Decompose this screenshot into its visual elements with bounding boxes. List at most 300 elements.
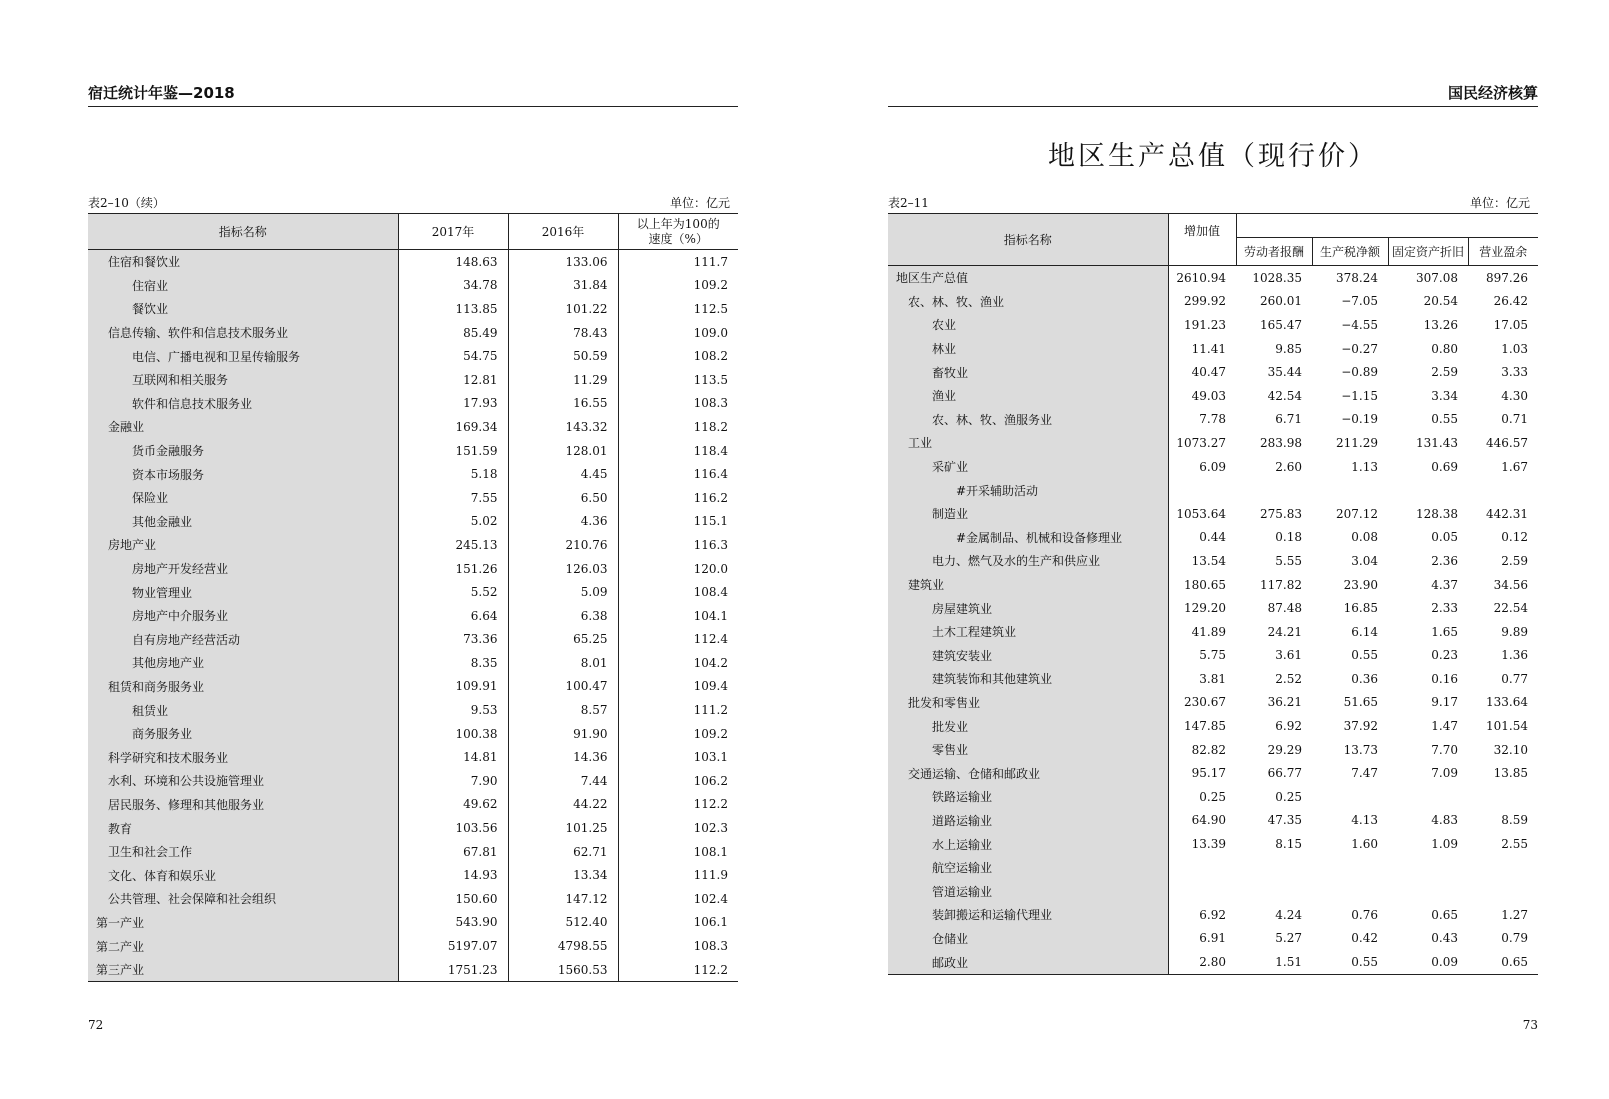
- value-cell: 100.38: [398, 722, 508, 746]
- value-cell: 6.92: [1275, 719, 1302, 734]
- table-row: [88, 628, 738, 652]
- value-cell: 5.18: [398, 462, 508, 486]
- value-cell: 113.5: [693, 372, 728, 387]
- value-cell: 109.0: [693, 325, 728, 340]
- row-label: 建筑装饰和其他建筑业: [932, 672, 1053, 687]
- page-header: [88, 84, 738, 107]
- value-cell: [1312, 856, 1388, 880]
- chapter-title: 国民经济核算: [1447, 84, 1538, 102]
- value-cell: 116.3: [693, 537, 728, 552]
- row-label: 林业: [932, 342, 957, 357]
- table-row: [88, 392, 738, 416]
- row-label-cell: [888, 785, 1168, 809]
- row-label-cell: [88, 816, 398, 840]
- value-cell: 42.54: [1267, 388, 1302, 403]
- value-cell: [1468, 478, 1538, 502]
- value-cell: [1388, 856, 1468, 880]
- value-cell: 109.2: [693, 726, 728, 741]
- value-cell: 82.82: [1191, 742, 1226, 757]
- row-label: 仓储业: [932, 931, 969, 946]
- value-cell: 91.90: [508, 722, 618, 746]
- value-cell: 13.73: [1343, 742, 1378, 757]
- value-cell: 108.4: [693, 585, 728, 600]
- value-cell: 5.55: [1275, 553, 1302, 568]
- table-meta: [888, 194, 1538, 210]
- table-title: 地区生产总值（现行价）: [1048, 141, 1378, 172]
- row-label-cell: [88, 368, 398, 392]
- value-cell: 0.77: [1501, 671, 1528, 686]
- row-label-cell: [888, 455, 1168, 479]
- row-label: 地区生产总值: [896, 271, 969, 286]
- value-cell: 230.67: [1184, 695, 1226, 710]
- value-cell: 378.24: [1336, 270, 1378, 285]
- unit-label: 单位：亿元: [1469, 196, 1530, 210]
- table-row: [888, 478, 1538, 502]
- value-cell: 4.36: [508, 510, 618, 534]
- value-cell: 13.85: [1493, 766, 1528, 781]
- value-cell: 543.90: [398, 911, 508, 935]
- row-label: 批发业: [932, 719, 969, 734]
- value-cell: 210.76: [508, 533, 618, 557]
- row-label: 自有房地产经营活动: [132, 632, 241, 647]
- row-label: 制造业: [932, 507, 969, 522]
- table-row: [88, 604, 738, 628]
- row-label: 工业: [908, 436, 933, 451]
- value-cell: 148.63: [398, 250, 508, 274]
- table-row: [88, 462, 738, 486]
- table-row: [88, 958, 738, 982]
- table-row: [88, 557, 738, 581]
- value-cell: 307.08: [1416, 270, 1458, 285]
- value-cell: 2.36: [1431, 553, 1458, 568]
- table-row: [888, 455, 1538, 479]
- value-cell: [1468, 856, 1538, 880]
- value-cell: 11.29: [508, 368, 618, 392]
- table-row: [888, 596, 1538, 620]
- value-cell: 2.55: [1501, 837, 1528, 852]
- value-cell: 109.4: [693, 679, 728, 694]
- row-label: 管道运输业: [932, 884, 993, 899]
- value-cell: 7.44: [508, 769, 618, 793]
- value-cell: 2610.94: [1176, 270, 1226, 285]
- table-row: [88, 698, 738, 722]
- value-cell: 245.13: [398, 533, 508, 557]
- value-cell: 47.35: [1267, 813, 1302, 828]
- table-row: [88, 745, 738, 769]
- table-row: [888, 573, 1538, 597]
- value-cell: 85.49: [398, 321, 508, 345]
- row-label-cell: [888, 738, 1168, 762]
- column-group-header: [1236, 214, 1538, 238]
- row-label: 物业管理业: [132, 585, 193, 600]
- value-cell: 0.55: [1351, 648, 1378, 663]
- value-cell: 129.20: [1184, 601, 1226, 616]
- row-label: 货币金融服务: [132, 444, 205, 459]
- row-label: 航空运输业: [932, 861, 993, 876]
- value-cell: 108.2: [693, 349, 728, 364]
- column-header: 指标名称: [888, 214, 1168, 266]
- table-row: [88, 415, 738, 439]
- value-cell: 5.27: [1275, 931, 1302, 946]
- value-cell: 13.54: [1191, 553, 1226, 568]
- value-cell: 37.92: [1343, 719, 1378, 734]
- value-cell: 147.12: [508, 887, 618, 911]
- value-cell: 8.01: [508, 651, 618, 675]
- row-label-cell: [888, 431, 1168, 455]
- value-cell: [1168, 879, 1236, 903]
- row-label: 其他房地产业: [132, 656, 205, 671]
- row-label-cell: [88, 793, 398, 817]
- value-cell: 32.10: [1493, 742, 1528, 757]
- value-cell: 34.78: [398, 274, 508, 298]
- value-cell: 9.17: [1431, 695, 1458, 710]
- value-cell: 147.85: [1184, 719, 1226, 734]
- value-cell: 5.02: [398, 510, 508, 534]
- value-cell: 0.09: [1431, 955, 1458, 970]
- row-label-cell: [888, 596, 1168, 620]
- value-cell: 41.89: [1191, 624, 1226, 639]
- value-cell: 0.76: [1351, 907, 1378, 922]
- value-cell: 20.54: [1423, 294, 1458, 309]
- row-label: 农、林、牧、渔业: [908, 294, 1005, 309]
- value-cell: 0.18: [1275, 530, 1302, 545]
- row-label: 房地产业: [108, 538, 157, 553]
- table-row: [88, 321, 738, 345]
- table-row: [88, 651, 738, 675]
- table-row: [88, 368, 738, 392]
- table-row: [888, 856, 1538, 880]
- value-cell: 3.33: [1501, 365, 1528, 380]
- row-label: 卫生和社会工作: [108, 845, 193, 860]
- value-cell: 1028.35: [1252, 270, 1302, 285]
- value-cell: 50.59: [508, 344, 618, 368]
- value-cell: 6.92: [1199, 907, 1226, 922]
- value-cell: [1236, 856, 1312, 880]
- table-number: 表2–10（续）: [88, 196, 165, 210]
- value-cell: 207.12: [1336, 506, 1378, 521]
- row-label: 渔业: [932, 389, 957, 404]
- value-cell: 36.21: [1267, 695, 1302, 710]
- table-number: 表2–11: [888, 196, 929, 210]
- value-cell: 0.12: [1501, 530, 1528, 545]
- row-label-cell: [88, 651, 398, 675]
- gdp-income-table: [888, 213, 1538, 975]
- value-cell: [1468, 785, 1538, 809]
- row-label: 第三产业: [96, 963, 145, 978]
- table-row: [888, 667, 1538, 691]
- row-label-cell: [88, 510, 398, 534]
- value-cell: 151.59: [398, 439, 508, 463]
- value-cell: 120.0: [693, 561, 728, 576]
- row-label: 零售业: [932, 743, 969, 758]
- column-header: 生产税净额: [1312, 238, 1388, 266]
- row-label: 居民服务、修理和其他服务业: [108, 797, 265, 812]
- value-cell: 12.81: [398, 368, 508, 392]
- table-row: [888, 761, 1538, 785]
- value-cell: 1.27: [1501, 907, 1528, 922]
- row-label: 电力、燃气及水的生产和供应业: [932, 554, 1101, 569]
- value-cell: 0.23: [1431, 648, 1458, 663]
- row-label: 电信、广播电视和卫星传输服务: [132, 349, 301, 364]
- value-cell: 5.75: [1199, 648, 1226, 663]
- value-cell: 512.40: [508, 911, 618, 935]
- value-cell: 1.67: [1501, 459, 1528, 474]
- row-label-cell: [888, 667, 1168, 691]
- value-cell: 133.06: [508, 250, 618, 274]
- table-row: [88, 439, 738, 463]
- row-label-cell: [88, 745, 398, 769]
- row-label-cell: [88, 863, 398, 887]
- value-cell: 49.03: [1191, 388, 1226, 403]
- value-cell: 0.55: [1351, 955, 1378, 970]
- row-label: 装卸搬运和运输代理业: [932, 908, 1053, 923]
- row-label-cell: [88, 887, 398, 911]
- row-label: #金属制品、机械和设备修理业: [956, 530, 1123, 545]
- table-row: [888, 502, 1538, 526]
- value-cell: 87.48: [1267, 601, 1302, 616]
- value-cell: 101.54: [1486, 719, 1528, 734]
- value-cell: 165.47: [1260, 317, 1302, 332]
- row-label-cell: [888, 644, 1168, 668]
- value-cell: 67.81: [398, 840, 508, 864]
- value-cell: [1312, 785, 1388, 809]
- value-cell: 73.36: [398, 628, 508, 652]
- value-cell: 1.36: [1501, 648, 1528, 663]
- row-label-cell: [888, 714, 1168, 738]
- value-cell: 116.4: [693, 467, 728, 482]
- row-label: 金融业: [108, 420, 145, 435]
- table-row: [88, 840, 738, 864]
- value-cell: 103.1: [693, 750, 728, 765]
- value-cell: 118.2: [693, 419, 728, 434]
- value-cell: 64.90: [1191, 813, 1226, 828]
- value-cell: 6.14: [1351, 624, 1378, 639]
- row-label-cell: [888, 478, 1168, 502]
- column-header: 固定资产折旧: [1388, 238, 1468, 266]
- row-label-cell: [888, 832, 1168, 856]
- value-cell: 62.71: [508, 840, 618, 864]
- table-row: [888, 950, 1538, 974]
- value-cell: [1168, 478, 1236, 502]
- value-cell: 111.7: [693, 254, 728, 269]
- table-meta: [88, 194, 738, 210]
- value-cell: 66.77: [1267, 766, 1302, 781]
- column-header: 指标名称: [88, 214, 398, 250]
- value-cell: 299.92: [1184, 294, 1226, 309]
- value-cell: 0.25: [1199, 789, 1226, 804]
- value-cell: 101.22: [508, 297, 618, 321]
- table-row: [88, 675, 738, 699]
- value-cell: 108.3: [693, 396, 728, 411]
- row-label-cell: [88, 344, 398, 368]
- value-cell: 13.34: [508, 863, 618, 887]
- value-cell: 106.2: [693, 773, 728, 788]
- value-cell: 1560.53: [508, 958, 618, 982]
- value-cell: 106.1: [693, 915, 728, 930]
- value-cell: 95.17: [1191, 766, 1226, 781]
- value-cell: 40.47: [1191, 365, 1226, 380]
- value-cell: 23.90: [1343, 577, 1378, 592]
- value-cell: 6.38: [508, 604, 618, 628]
- row-label: 采矿业: [932, 460, 969, 475]
- column-header: 增加值: [1168, 214, 1236, 266]
- value-cell: 9.53: [398, 698, 508, 722]
- value-cell: 1073.27: [1176, 435, 1226, 450]
- value-cell: 118.4: [693, 443, 728, 458]
- table-row: [888, 526, 1538, 550]
- value-cell: 191.23: [1184, 317, 1226, 332]
- value-cell: 14.93: [398, 863, 508, 887]
- row-label-cell: [888, 620, 1168, 644]
- value-cell: 150.60: [398, 887, 508, 911]
- row-label-cell: [888, 526, 1168, 550]
- value-cell: 11.41: [1191, 341, 1226, 356]
- value-cell: 6.50: [508, 486, 618, 510]
- table-row: [88, 722, 738, 746]
- value-cell: 0.80: [1431, 341, 1458, 356]
- row-label-cell: [88, 439, 398, 463]
- value-cell: 275.83: [1260, 506, 1302, 521]
- value-cell: 54.75: [398, 344, 508, 368]
- value-cell: [1236, 478, 1312, 502]
- table-row: [888, 927, 1538, 951]
- value-cell: 4.83: [1431, 813, 1458, 828]
- page-header: [888, 84, 1538, 107]
- row-label: 科学研究和技术服务业: [108, 750, 229, 765]
- value-cell: 0.25: [1275, 789, 1302, 804]
- value-cell: 51.65: [1343, 695, 1378, 710]
- value-cell: 7.47: [1351, 766, 1378, 781]
- table-row: [888, 903, 1538, 927]
- value-cell: 0.71: [1501, 412, 1528, 427]
- value-cell: 2.59: [1501, 553, 1528, 568]
- row-label-cell: [888, 549, 1168, 573]
- value-cell: 16.55: [508, 392, 618, 416]
- page-number: 72: [88, 1018, 104, 1032]
- row-label: 建筑安装业: [932, 648, 993, 663]
- value-cell: 117.82: [1260, 577, 1302, 592]
- value-cell: 16.85: [1343, 601, 1378, 616]
- row-label-cell: [888, 384, 1168, 408]
- value-cell: 2.59: [1431, 365, 1458, 380]
- yearbook-title: 宿迁统计年鉴—2018: [88, 84, 235, 102]
- table-row: [888, 360, 1538, 384]
- value-cell: 3.61: [1275, 648, 1302, 663]
- value-cell: 0.16: [1431, 671, 1458, 686]
- row-label: 建筑业: [908, 578, 945, 593]
- value-cell: 35.44: [1267, 365, 1302, 380]
- value-cell: 442.31: [1486, 506, 1528, 521]
- row-label-cell: [88, 628, 398, 652]
- row-label-cell: [88, 911, 398, 935]
- row-label: 第二产业: [96, 939, 145, 954]
- value-cell: 2.33: [1431, 601, 1458, 616]
- table-row: [888, 408, 1538, 432]
- row-label-cell: [888, 573, 1168, 597]
- row-label: 房屋建筑业: [932, 601, 993, 616]
- value-cell: 133.64: [1486, 695, 1528, 710]
- gdp-industry-table: [88, 213, 738, 982]
- row-label: 信息传输、软件和信息技术服务业: [108, 326, 289, 341]
- value-cell: 1.03: [1501, 341, 1528, 356]
- table-row: [88, 297, 738, 321]
- value-cell: [1388, 478, 1468, 502]
- value-cell: 3.34: [1431, 388, 1458, 403]
- row-label-cell: [88, 462, 398, 486]
- table-row: [888, 691, 1538, 715]
- value-cell: 31.84: [508, 274, 618, 298]
- value-cell: 115.1: [693, 514, 728, 529]
- value-cell: 0.44: [1199, 530, 1226, 545]
- value-cell: 4.13: [1351, 813, 1378, 828]
- value-cell: 0.36: [1351, 671, 1378, 686]
- row-label-cell: [88, 557, 398, 581]
- value-cell: 109.91: [398, 675, 508, 699]
- value-cell: 5197.07: [398, 934, 508, 958]
- table-row: [888, 620, 1538, 644]
- value-cell: 897.26: [1486, 270, 1528, 285]
- value-cell: 260.01: [1260, 294, 1302, 309]
- row-label-cell: [888, 950, 1168, 974]
- row-label: 软件和信息技术服务业: [132, 396, 253, 411]
- value-cell: 151.26: [398, 557, 508, 581]
- table-row: [888, 290, 1538, 314]
- row-label: 农、林、牧、渔服务业: [932, 412, 1053, 427]
- column-header-label: 以上年为100的速度（%）: [636, 216, 720, 246]
- row-label: 水利、环境和公共设施管理业: [108, 774, 265, 789]
- value-cell: 143.32: [508, 415, 618, 439]
- value-cell: 109.2: [693, 278, 728, 293]
- table-row: [888, 832, 1538, 856]
- table-row: [888, 266, 1538, 290]
- value-cell: 0.55: [1431, 412, 1458, 427]
- value-cell: 116.2: [693, 490, 728, 505]
- value-cell: 446.57: [1486, 435, 1528, 450]
- row-label-cell: [88, 297, 398, 321]
- value-cell: 22.54: [1493, 601, 1528, 616]
- row-label: 租赁和商务服务业: [108, 679, 205, 694]
- table-row: [88, 486, 738, 510]
- table-row: [888, 549, 1538, 573]
- row-label-cell: [888, 266, 1168, 290]
- column-header: 劳动者报酬: [1236, 238, 1312, 266]
- row-label: #开采辅助活动: [956, 483, 1039, 498]
- table-row: [88, 911, 738, 935]
- column-header: 营业盈余: [1468, 238, 1538, 266]
- row-label: 邮政业: [932, 955, 969, 970]
- value-cell: 6.91: [1199, 931, 1226, 946]
- value-cell: 112.2: [693, 797, 728, 812]
- value-cell: 6.64: [398, 604, 508, 628]
- value-cell: 126.03: [508, 557, 618, 581]
- table-row: [88, 533, 738, 557]
- value-cell: 3.81: [1199, 671, 1226, 686]
- value-cell: 44.22: [508, 793, 618, 817]
- value-cell: 2.80: [1199, 955, 1226, 970]
- row-label: 水上运输业: [932, 837, 993, 852]
- table-row: [888, 313, 1538, 337]
- value-cell: 102.3: [693, 821, 728, 836]
- value-cell: −1.15: [1341, 388, 1378, 403]
- value-cell: 101.25: [508, 816, 618, 840]
- value-cell: 8.35: [398, 651, 508, 675]
- column-header: 2017年: [398, 214, 508, 250]
- value-cell: 0.65: [1431, 907, 1458, 922]
- value-cell: 0.08: [1351, 530, 1378, 545]
- row-label-cell: [88, 321, 398, 345]
- table-row: [88, 887, 738, 911]
- row-label: 交通运输、仓储和邮政业: [908, 766, 1041, 781]
